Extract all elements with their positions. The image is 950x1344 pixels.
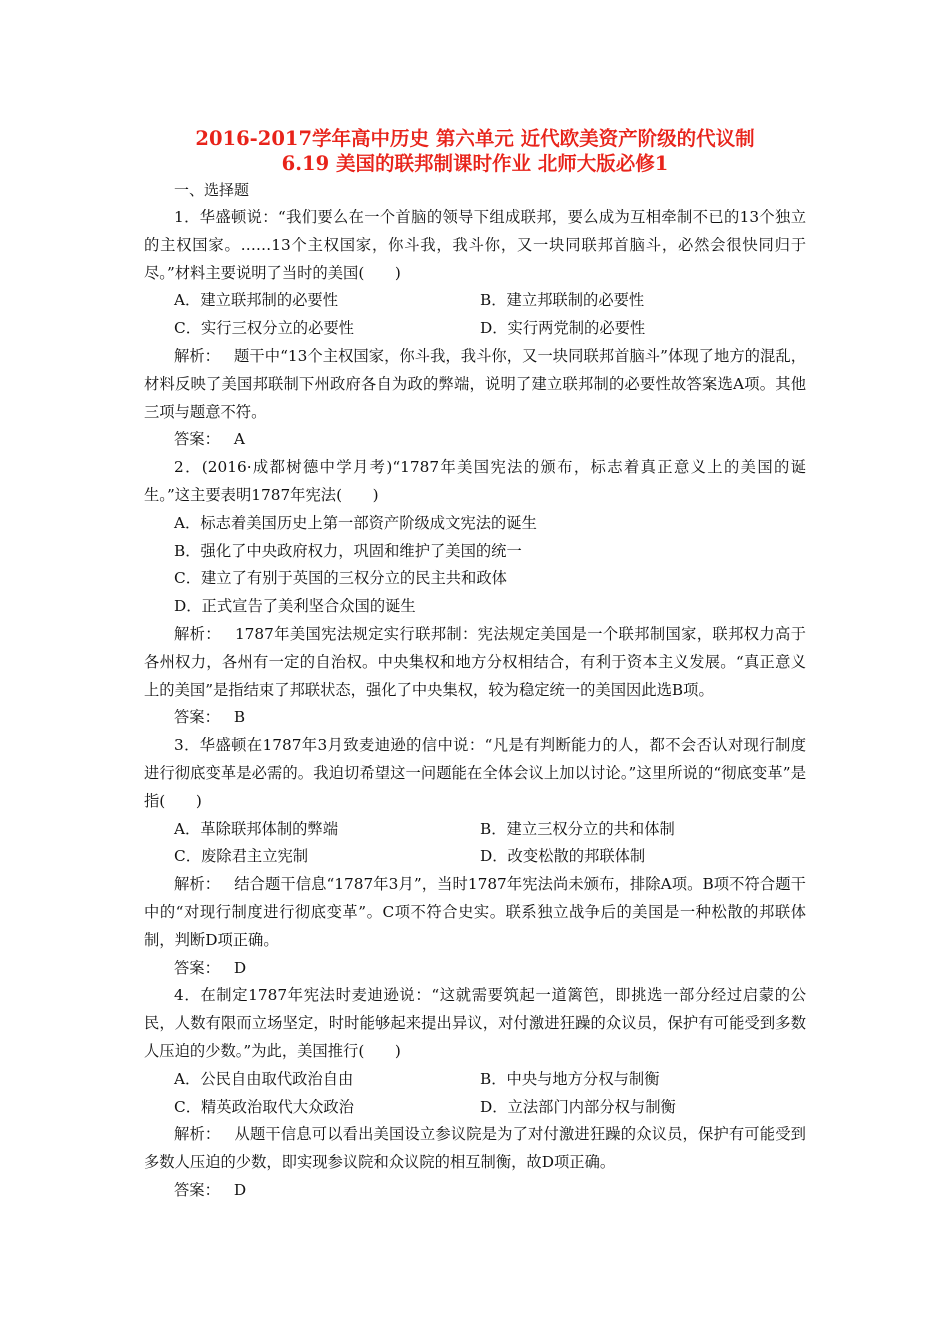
- title-line-1: 2016-2017学年高中历史 第六单元 近代欧美资产阶级的代议制: [195, 127, 755, 150]
- option-a: A．公民自由取代政治自由: [174, 1069, 354, 1088]
- title-line-2: 6.19 美国的联邦制课时作业 北师大版必修1: [281, 152, 669, 175]
- option-b: B．建立三权分立的共和体制: [480, 819, 675, 838]
- question-stem: 4．在制定1787年宪法时麦迪逊说：“这就需要筑起一道篱笆，即挑选一部分经过启蒙的公民，人数有限而立场坚定，时时能够起来提出异议，对付激进狂躁的众议员，保护有可能受到多数人压迫的少数。”为此，美国推行( ): [144, 986, 806, 1060]
- analysis-text: 题干中“13个主权国家，你斗我，我斗你，又一块同联邦首脑斗”体现了地方的混乱，材料反映了美国邦联制下州政府各自为政的弊端，说明了建立联邦制的必要性故答案选A项。其他三项与题意不符。: [144, 346, 806, 421]
- section-heading: 一、选择题: [174, 181, 250, 199]
- answer-label: 答案：: [174, 430, 220, 449]
- option-a: A．革除联邦体制的弊端: [174, 819, 339, 838]
- option-c: C．建立了有别于英国的三权分立的民主共和政体: [174, 569, 507, 588]
- document-page: [144, 126, 806, 1205]
- analysis-text: 从题干信息可以看出美国设立参议院是为了对付激进狂躁的众议员，保护有可能受到多数人压迫的少数，即实现参议院和众议院的相互制衡，故D项正确。: [144, 1125, 806, 1172]
- option-c: C．废除君主立宪制: [174, 847, 309, 866]
- analysis-label: 解析：: [174, 624, 221, 643]
- options-row: [144, 843, 806, 871]
- option-d: D．立法部门内部分权与制衡: [480, 1097, 676, 1116]
- options-row: [144, 287, 806, 315]
- analysis: [144, 621, 806, 704]
- question-stem: 1．华盛顿说：“我们要么在一个首脑的领导下组成联邦，要么成为互相牵制不已的13个独立的主权国家。……13个主权国家，你斗我，我斗你，又一块同联邦首脑斗，必然会很快同归于尽。”材料主要说明了当时的美国( ): [144, 208, 806, 282]
- answer: [144, 704, 806, 732]
- option-a: A．标志着美国历史上第一部资产阶级成文宪法的诞生: [174, 513, 537, 532]
- question-4: [144, 982, 806, 1204]
- question-stem: 3．华盛顿在1787年3月致麦迪逊的信中说：“凡是有判断能力的人，都不会否认对现行制度进行彻底变革是必需的。我迫切希望这一问题能在全体会议上加以讨论。”这里所说的“彻底变革”是指( ): [144, 736, 806, 810]
- option-b: B．建立邦联制的必要性: [480, 291, 645, 310]
- question-stem: 2．(2016·成都树德中学月考)“1787年美国宪法的颁布，标志着真正意义上的美国的诞生。”这主要表明1787年宪法( ): [144, 458, 806, 504]
- analysis: [144, 871, 806, 954]
- answer-label: 答案：: [174, 958, 220, 977]
- options-row: [144, 1094, 806, 1122]
- analysis-label: 解析：: [174, 346, 221, 365]
- option-d: D．实行两党制的必要性: [480, 319, 646, 338]
- question-1: [144, 204, 806, 454]
- question-3: [144, 732, 806, 982]
- answer-value: B: [233, 708, 246, 727]
- analysis: [144, 343, 806, 426]
- answer: [144, 955, 806, 983]
- options-row: [144, 816, 806, 844]
- answer-value: D: [233, 1180, 247, 1199]
- option-d: D．正式宣告了美利坚合众国的诞生: [174, 597, 416, 616]
- answer-label: 答案：: [174, 708, 220, 727]
- answer-value: D: [233, 958, 247, 977]
- option-b: B．强化了中央政府权力，巩固和维护了美国的统一: [174, 541, 522, 560]
- options-row: [144, 1066, 806, 1094]
- analysis: [144, 1121, 806, 1177]
- option-a: A．建立联邦制的必要性: [174, 291, 339, 310]
- option-b: B．中央与地方分权与制衡: [480, 1069, 660, 1088]
- option-c: C．精英政治取代大众政治: [174, 1097, 354, 1116]
- question-2: [144, 454, 806, 732]
- analysis-text: 1787年美国宪法规定实行联邦制：宪法规定美国是一个联邦制国家，联邦权力高于各州权力，各州有一定的自治权。中央集权和地方分权相结合，有利于资本主义发展。“真正意义上的美国”是指结束了邦联状态，强化了中央集权，较为稳定统一的美国因此选B项。: [144, 624, 806, 699]
- answer-value: A: [233, 430, 245, 449]
- options-row: [144, 315, 806, 343]
- document-title: [144, 126, 806, 176]
- option-d: D．改变松散的邦联体制: [480, 847, 646, 866]
- answer-label: 答案：: [174, 1180, 220, 1199]
- answer: [144, 1177, 806, 1205]
- analysis-label: 解析：: [174, 1125, 221, 1144]
- analysis-label: 解析：: [174, 875, 221, 894]
- analysis-text: 结合题干信息“1787年3月”，当时1787年宪法尚未颁布，排除A项。B项不符合题干中的“对现行制度进行彻底变革”。C项不符合史实。联系独立战争后的美国是一种松散的邦联体制，判断D项正确。: [144, 875, 806, 949]
- option-c: C．实行三权分立的必要性: [174, 319, 354, 338]
- answer: [144, 426, 806, 454]
